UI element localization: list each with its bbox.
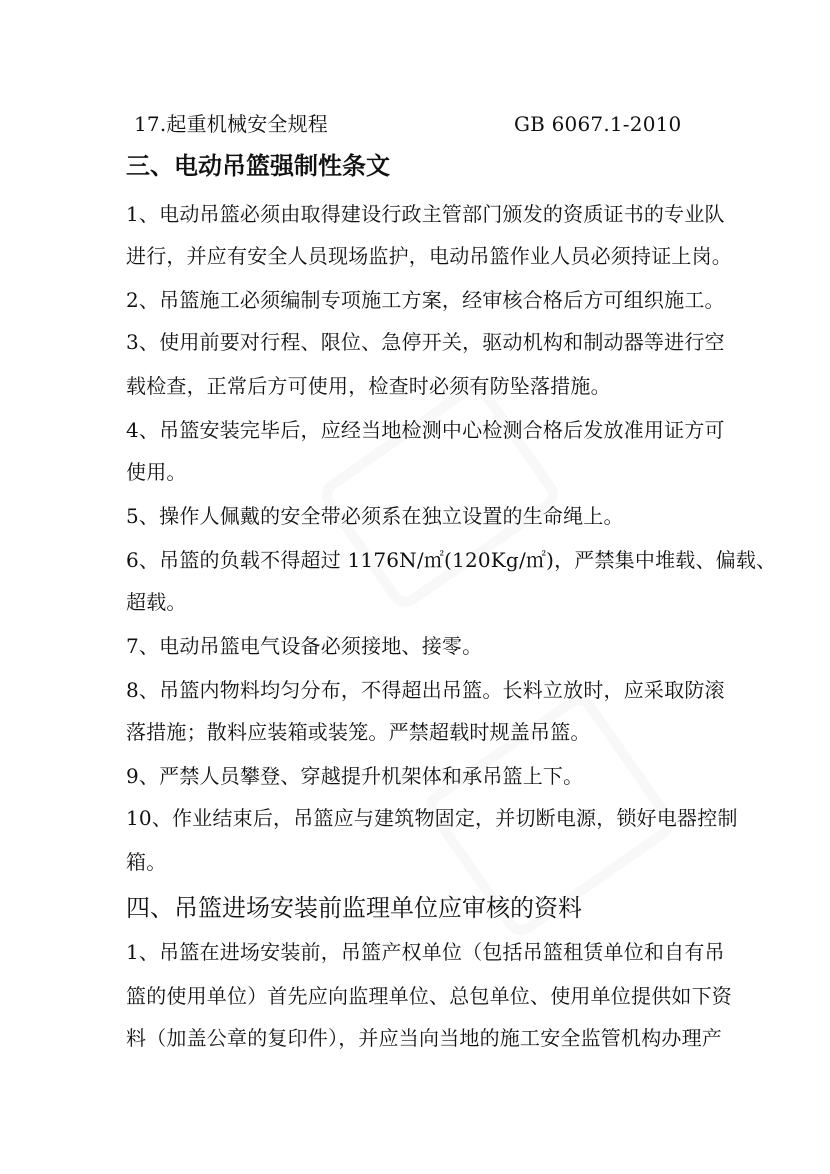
paragraph-line: 9、严禁人员攀登、穿越提升机架体和承吊篮上下。 <box>126 764 584 788</box>
paragraph-line: 6、吊篮的负载不得超过 1176N/㎡(120Kg/㎡)，严禁集中堆载、偏载、 <box>126 548 777 572</box>
paragraph-line: 2、吊篮施工必须编制专项施工方案，经审核合格后方可组织施工。 <box>126 288 725 312</box>
watermark-mark <box>315 376 565 614</box>
paragraph-line: 4、吊篮安装完毕后，应经当地检测中心检测合格后发放准用证方可 <box>126 418 725 442</box>
paragraph-line: 料（加盖公章的复印件），并应当向当地的施工安全监管机构办理产 <box>126 1026 722 1050</box>
paragraph-line: 超载。 <box>126 590 187 614</box>
paragraph-line: 篮的使用单位）首先应向监理单位、总包单位、使用单位提供如下资 <box>126 984 732 1008</box>
paragraph-line: 使用。 <box>126 460 187 484</box>
standard-title: 17.起重机械安全规程 <box>134 112 329 136</box>
paragraph-line: 10、作业结束后，吊篮应与建筑物固定，并切断电源，锁好电器控制 <box>126 806 738 830</box>
paragraph-line: 载检查，正常后方可使用，检查时必须有防坠落措施。 <box>126 374 611 398</box>
section-heading-3: 三、电动吊篮强制性条文 <box>126 151 390 180</box>
paragraph-line: 3、使用前要对行程、限位、急停开关，驱动机构和制动器等进行空 <box>126 330 725 354</box>
section-heading-4: 四、吊篮进场安装前监理单位应审核的资料 <box>126 894 582 922</box>
paragraph-line: 7、电动吊篮电气设备必须接地、接零。 <box>126 634 483 658</box>
paragraph-line: 箱。 <box>126 850 167 874</box>
paragraph-line: 落措施；散料应装箱或装笼。严禁超载时规盖吊篮。 <box>126 720 591 744</box>
paragraph-line: 5、操作人佩戴的安全带必须系在独立设置的生命绳上。 <box>126 504 624 528</box>
paragraph-line: 1、电动吊篮必须由取得建设行政主管部门颁发的资质证书的专业队 <box>126 202 725 226</box>
paragraph-line: 8、吊篮内物料均匀分布，不得超出吊篮。长料立放时，应采取防滚 <box>126 678 725 702</box>
standard-code: GB 6067.1-2010 <box>514 112 682 136</box>
paragraph-line: 进行，并应有安全人员现场监护，电动吊篮作业人员必须持证上岗。 <box>126 244 732 268</box>
paragraph-line: 1、吊篮在进场安装前，吊篮产权单位（包括吊篮租赁单位和自有吊 <box>126 940 725 964</box>
